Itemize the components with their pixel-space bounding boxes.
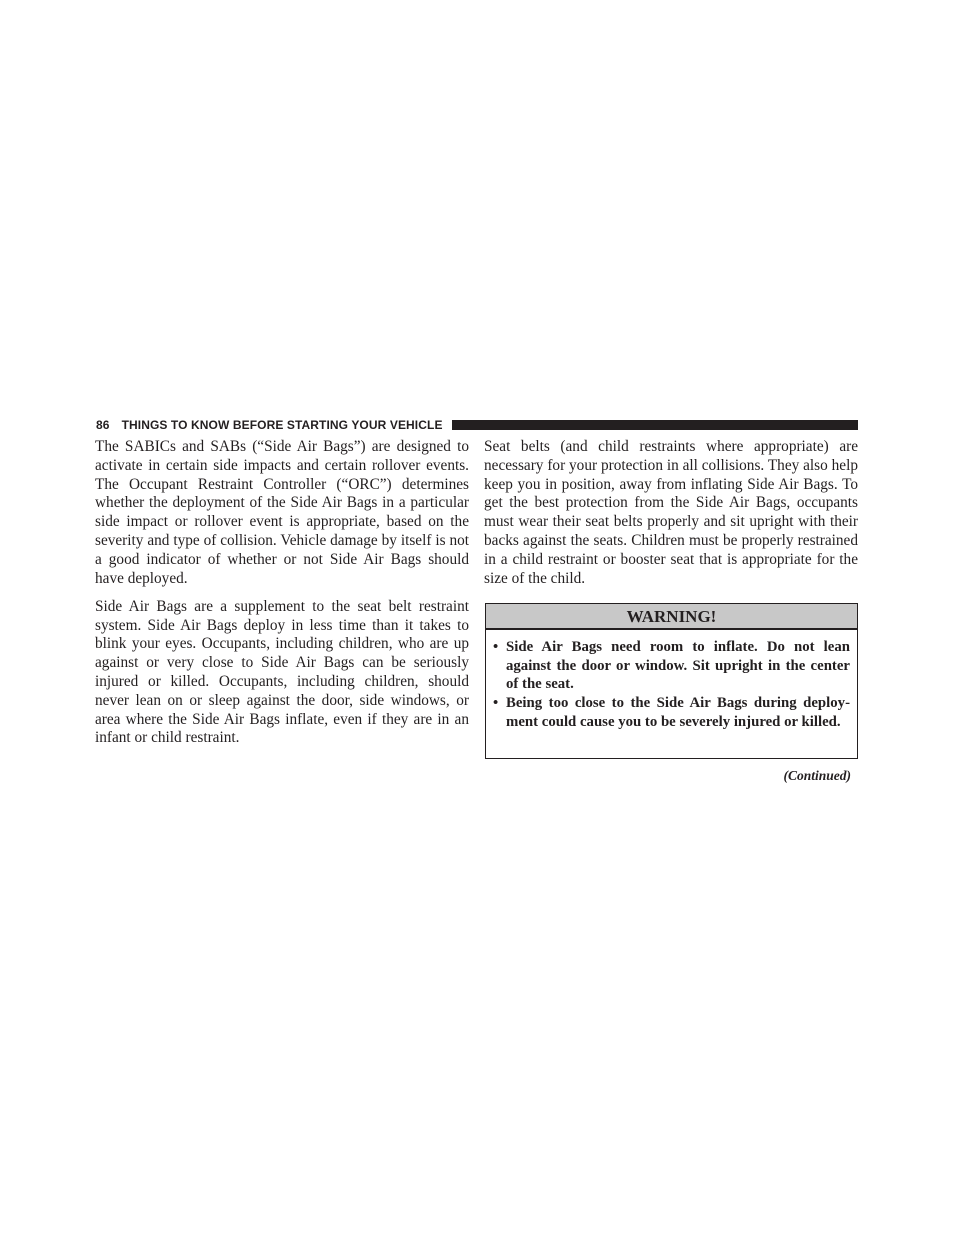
- page-number: 86: [96, 417, 110, 432]
- right-column: [484, 438, 858, 598]
- warning-list: [486, 630, 857, 731]
- warning-item-text: Side Air Bags need room to inflate. Do not lean against the door or window. Sit upright in the center of the seat.: [506, 639, 850, 692]
- paragraph-seat-belts: Seat belts (and child restraints where appropriate) are necessary for your protection in all collisions. They also help keep you in position, away from inflating Side Air Bags. To get the best protection from the Side Air Bags, occupants must wear their seat belts properly and sit upright with their backs against the seats. Children must be properly restrained in a child restraint or booster seat that is appropriate for the size of the child.: [484, 438, 858, 587]
- paragraph-sab-supplement: Side Air Bags are a supplement to the seat belt restraint system. Side Air Bags deploy in less time than it takes to blink your eyes. Occupants, including children, who are up against or very close to Side Air Bags can be seriously injured or killed. Occupants, including children, should never lean on or sleep against the door, side windows, or area where the Side Air Bags inflate, even if they are in an infant or child restraint.: [95, 597, 469, 747]
- left-column: [95, 438, 469, 758]
- header-rule: [452, 420, 858, 430]
- section-title: THINGS TO KNOW BEFORE STARTING YOUR VEHICLE: [121, 417, 443, 432]
- warning-item: [493, 694, 850, 731]
- warning-item-text: Being too close to the Side Air Bags during deployment could cause you to be severely injured or killed.: [506, 695, 850, 730]
- warning-title: WARNING!: [486, 604, 857, 630]
- page-header: [96, 417, 858, 432]
- bullet-icon: •: [493, 695, 499, 711]
- paragraph-sab-activation: The SABICs and SABs (“Side Air Bags”) are designed to activate in certain side impacts and certain rollover events. The Occupant Restraint Controller (“ORC”) determines whether the deployment of the Side Air Bags in a particular side impact or rollover event is appropriate, based on the severity and type of collision. Vehicle damage by itself is not a good indicator of whether or not Side Air Bags should have deployed.: [95, 438, 469, 587]
- warning-item: [493, 638, 850, 694]
- continued-label: (Continued): [783, 768, 851, 783]
- bullet-icon: •: [493, 639, 499, 655]
- warning-box: [485, 603, 858, 759]
